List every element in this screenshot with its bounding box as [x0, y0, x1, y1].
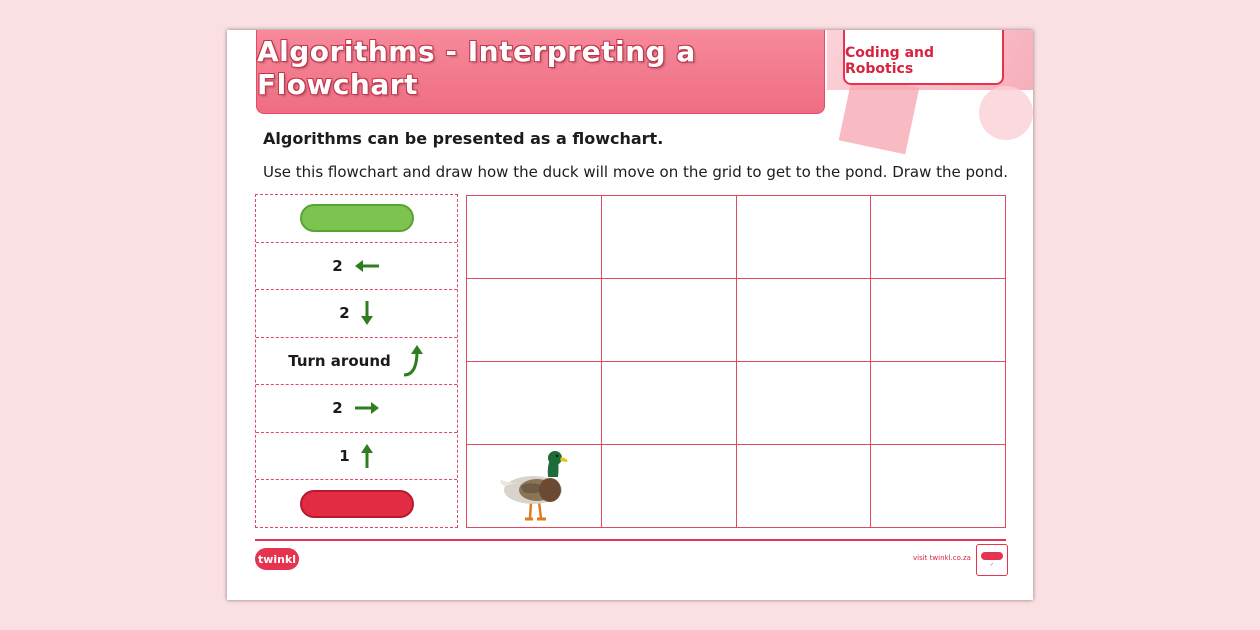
step-count: 2	[332, 399, 343, 418]
footer-divider	[255, 539, 1006, 541]
title-banner	[256, 30, 825, 114]
visit-link[interactable]: visit twinkl.co.za	[913, 554, 971, 562]
duck-illustration	[497, 446, 569, 526]
movement-grid	[466, 195, 1006, 528]
decorative-circle	[979, 86, 1033, 140]
step-count: 2	[339, 304, 350, 323]
turn-around-icon	[401, 343, 425, 379]
flow-step	[256, 243, 457, 291]
start-pill	[300, 204, 414, 232]
subject-label: Coding and Robotics	[845, 45, 935, 77]
arrow-left-icon	[353, 259, 381, 273]
flow-step	[256, 338, 457, 386]
flow-step	[256, 433, 457, 481]
grid-line	[467, 278, 1005, 279]
step-count: 1	[339, 446, 350, 465]
worksheet	[227, 30, 1033, 600]
arrow-right-icon	[353, 401, 381, 415]
stop-pill	[300, 490, 414, 518]
flow-step	[256, 385, 457, 433]
step-count: 2	[332, 256, 343, 275]
arrow-down-icon	[360, 300, 374, 326]
arrow-up-icon	[360, 443, 374, 469]
grid-line	[467, 361, 1005, 362]
flowchart	[255, 194, 458, 528]
flow-step	[256, 290, 457, 338]
twinkl-logo: twinkl	[255, 548, 299, 570]
decorative-square	[839, 74, 920, 155]
instruction-task: Use this flowchart and draw how the duck will move on the grid to get to the pond. Draw the pond.	[263, 163, 1009, 181]
quality-badge-icon: ✓	[976, 544, 1008, 576]
subject-tag	[843, 30, 1004, 85]
flow-stop-row	[256, 480, 457, 528]
grid-line	[467, 444, 1005, 445]
step-count: Turn around	[288, 351, 391, 370]
page-title: Algorithms - Interpreting a Flowchart	[257, 35, 696, 101]
flow-start-row	[256, 195, 457, 243]
instruction-intro: Algorithms can be presented as a flowchart.	[263, 129, 664, 148]
